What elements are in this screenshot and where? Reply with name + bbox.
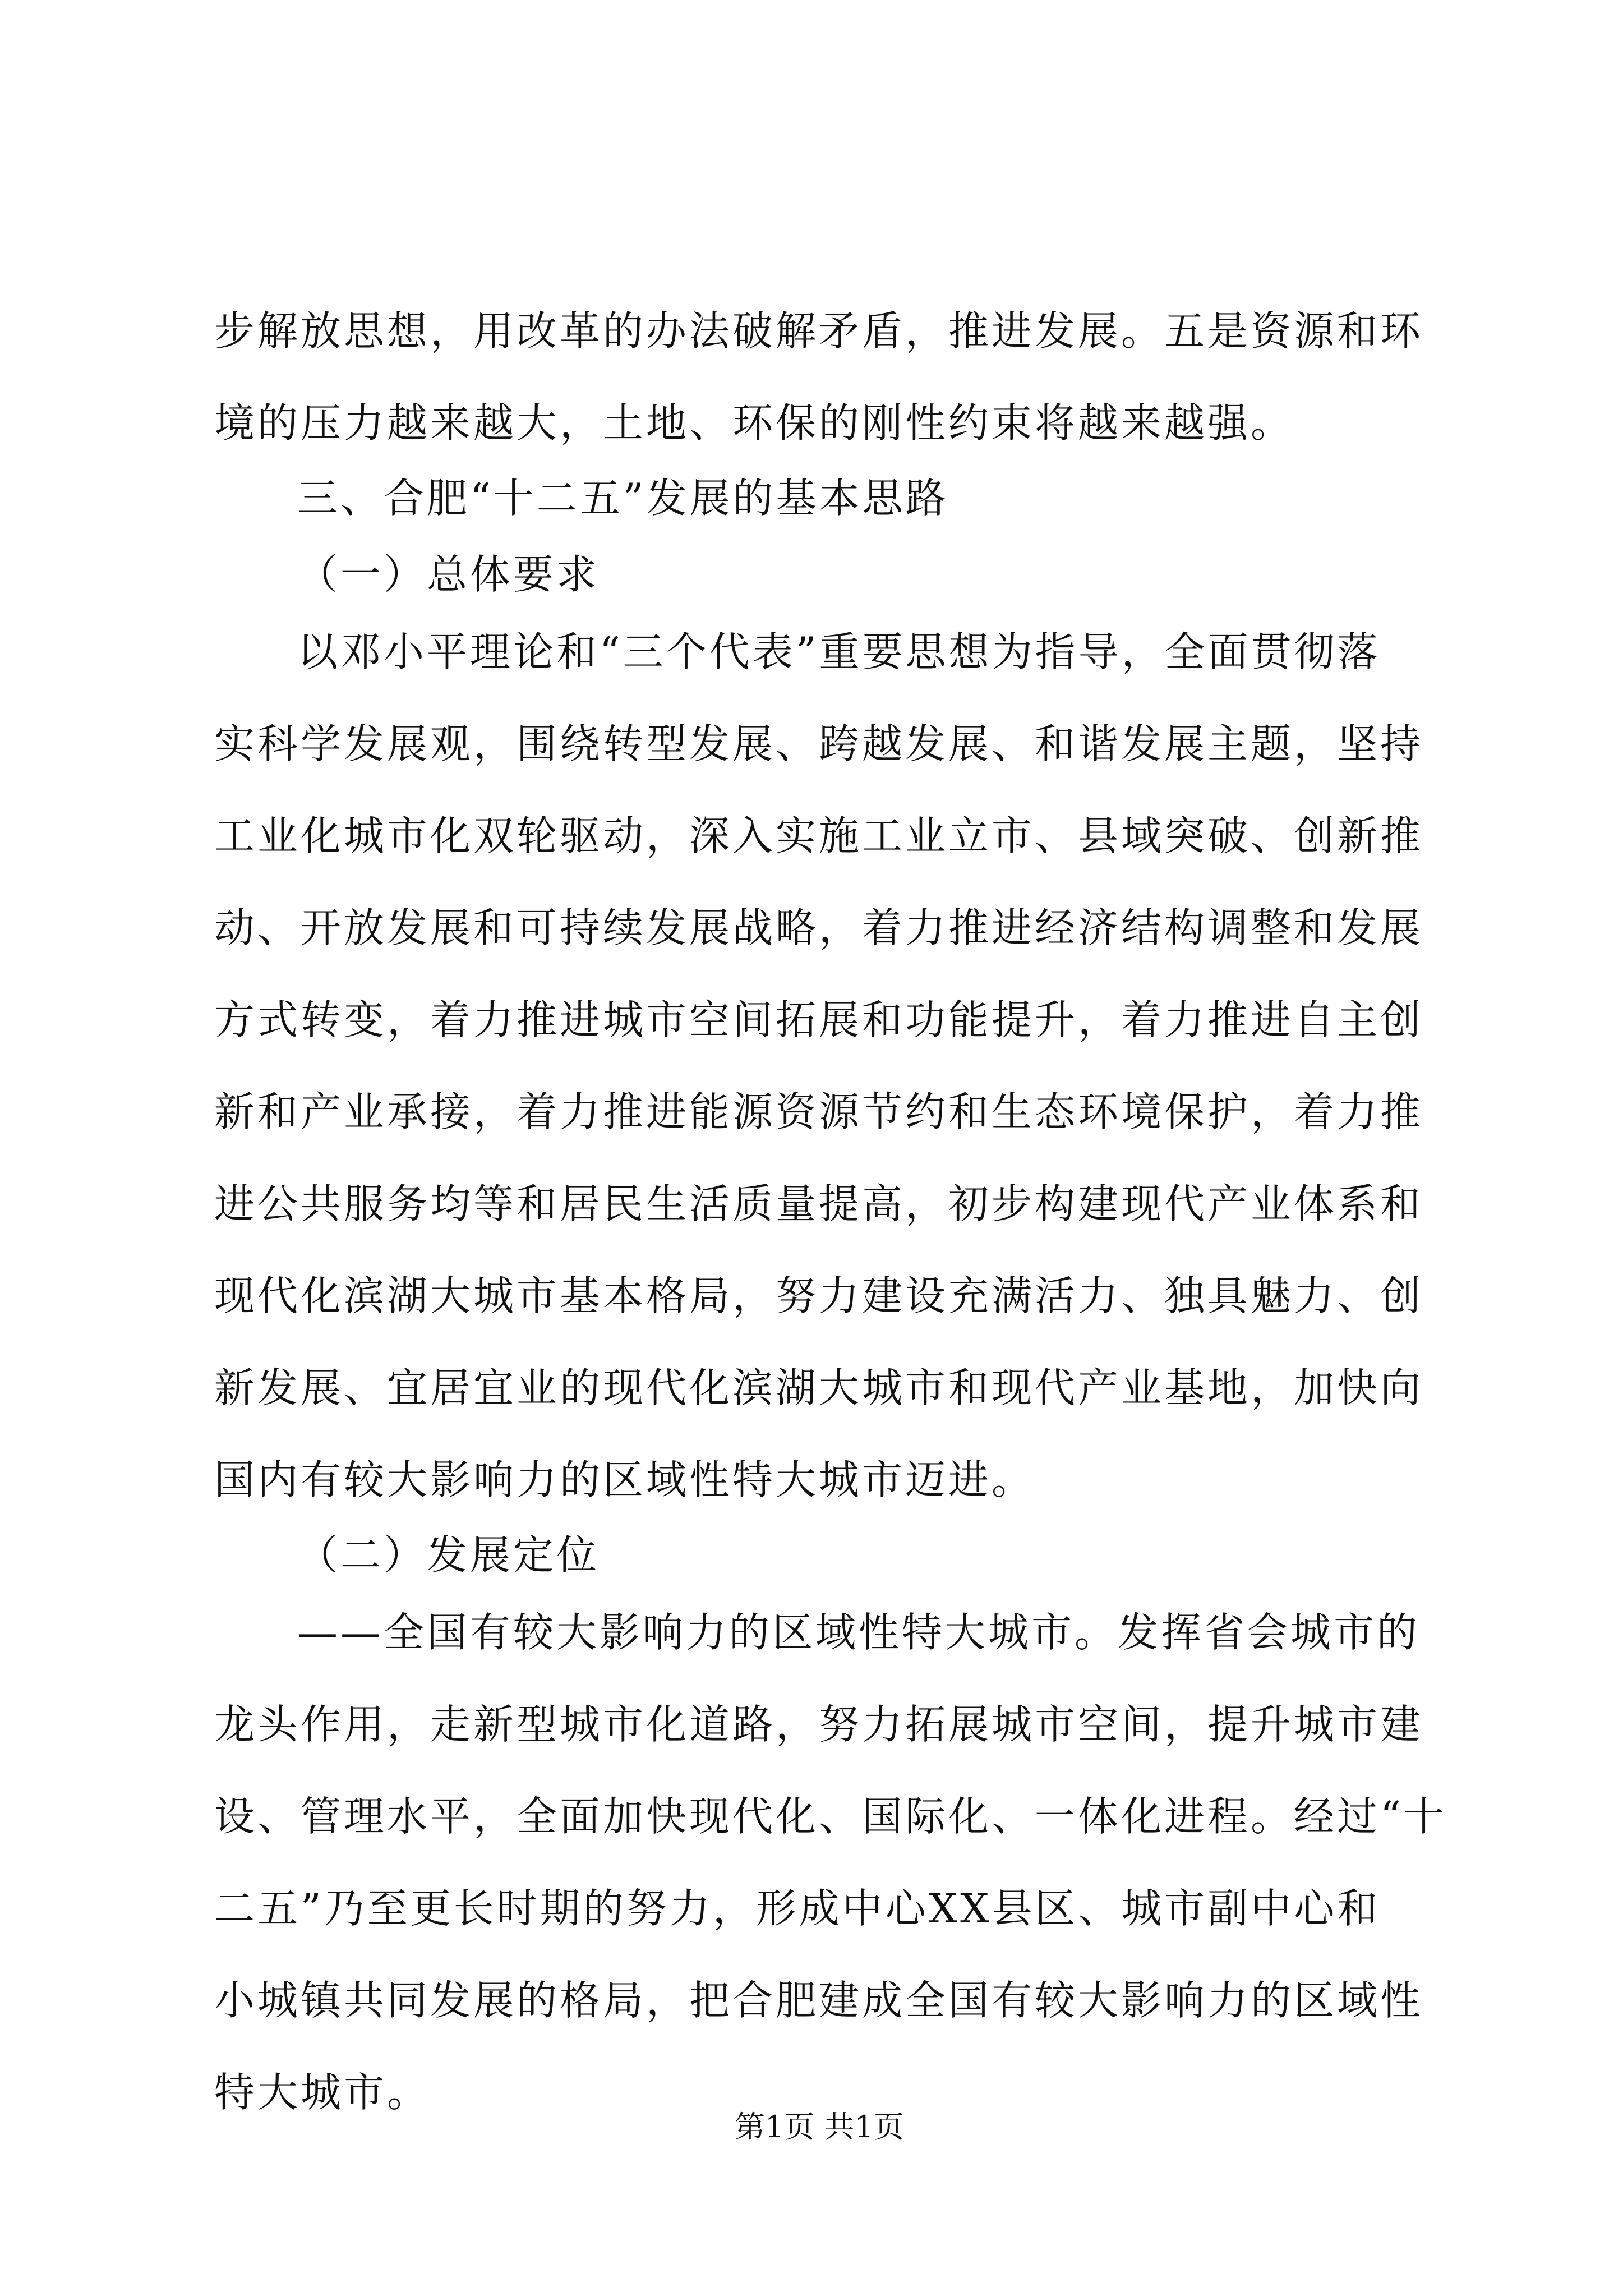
body-line-10: 新和产业承接，着力推进能源资源节约和生态环境保护，着力推 bbox=[214, 1088, 1424, 1135]
body-line-21: 特大城市。 bbox=[214, 2069, 431, 2116]
body-line-16: ——全国有较大影响力的区域性特大城市。发挥省会城市的 bbox=[297, 1609, 1421, 1656]
page-footer: 第1页 共1页 bbox=[735, 2109, 904, 2145]
body-line-19: 二五”乃至更长时期的努力，形成中心XX县区、城市副中心和 bbox=[214, 1885, 1381, 1932]
body-line-17: 龙头作用，走新型城市化道路，努力拓展城市空间，提升城市建 bbox=[214, 1701, 1424, 1748]
body-line-1: 步解放思想，用改革的办法破解矛盾，推进发展。五是资源和环 bbox=[214, 307, 1424, 355]
body-line-7: 工业化城市化双轮驱动，深入实施工业立市、县域突破、创新推 bbox=[214, 812, 1424, 859]
body-line-8: 动、开放发展和可持续发展战略，着力推进经济结构调整和发展 bbox=[214, 904, 1424, 951]
body-line-11: 进公共服务均等和居民生活质量提高，初步构建现代产业体系和 bbox=[214, 1180, 1424, 1227]
body-line-12: 现代化滨湖大城市基本格局，努力建设充满活力、独具魅力、创 bbox=[214, 1272, 1424, 1319]
body-line-18: 设、管理水平，全面加快现代化、国际化、一体化进程。经过“十 bbox=[214, 1793, 1447, 1840]
subsection-heading-1: （一）总体要求 bbox=[297, 551, 600, 598]
body-line-5: 以邓小平理论和“三个代表”重要思想为指导，全面贯彻落 bbox=[297, 628, 1381, 675]
body-line-6: 实科学发展观，围绕转型发展、跨越发展、和谐发展主题，坚持 bbox=[214, 720, 1424, 767]
body-line-2: 境的压力越来越大，土地、环保的刚性约束将越来越强。 bbox=[214, 399, 1294, 447]
body-line-13: 新发展、宜居宜业的现代化滨湖大城市和现代产业基地，加快向 bbox=[214, 1364, 1424, 1411]
section-heading: 三、合肥“十二五”发展的基本思路 bbox=[297, 475, 949, 522]
subsection-heading-2: （二）发展定位 bbox=[297, 1531, 600, 1579]
body-line-9: 方式转变，着力推进城市空间拓展和功能提升，着力推进自主创 bbox=[214, 996, 1424, 1043]
body-line-20: 小城镇共同发展的格局，把合肥建成全国有较大影响力的区域性 bbox=[214, 1977, 1424, 2024]
body-line-14: 国内有较大影响力的区域性特大城市迈进。 bbox=[214, 1456, 1035, 1503]
